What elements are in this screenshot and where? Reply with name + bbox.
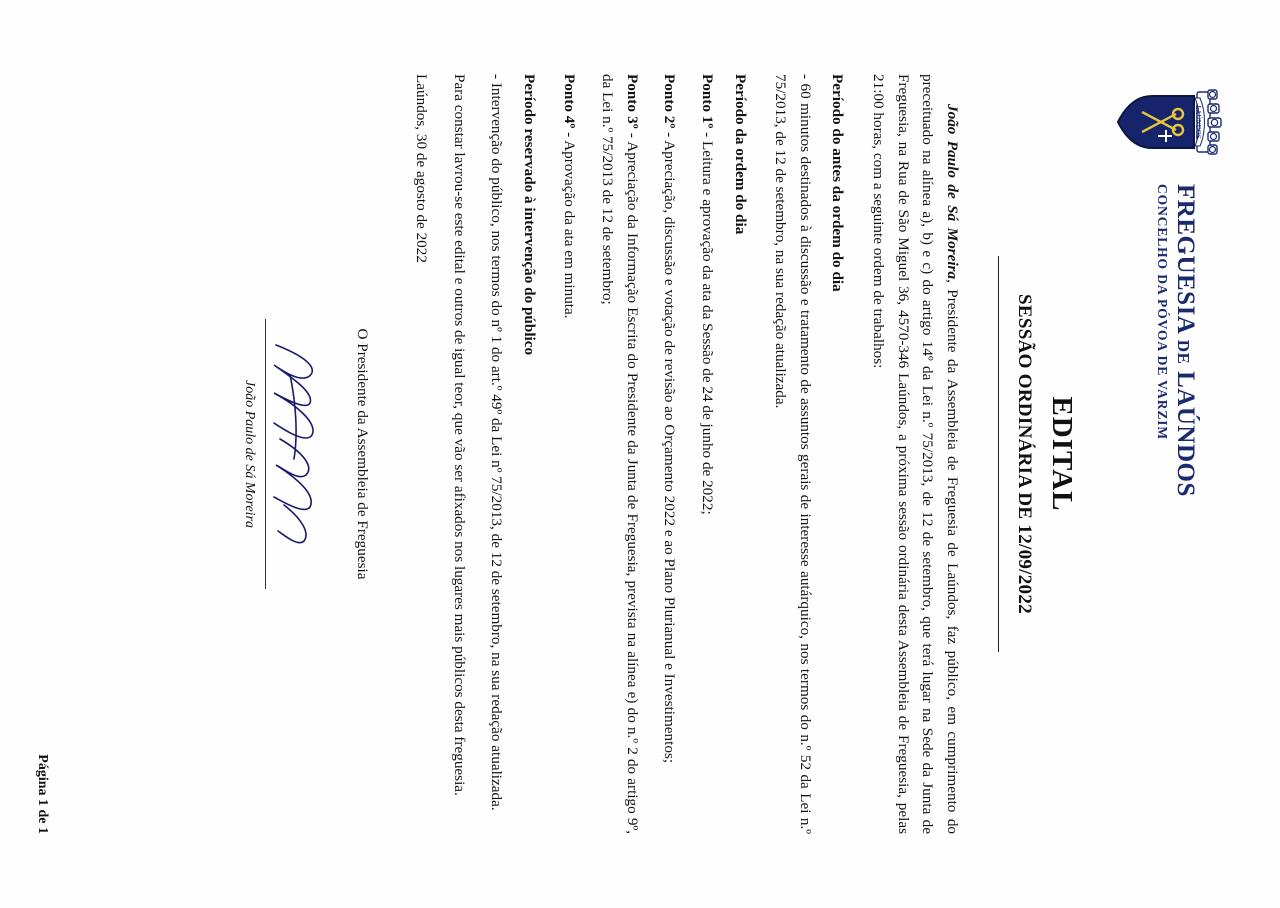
place-and-date: Laúndos, 30 de agosto de 2022 xyxy=(413,74,430,263)
document-body xyxy=(237,74,964,834)
agenda-point-1-text: - Leitura e aprovação da ata da Sessão de 24 de junho de 2022; xyxy=(699,128,716,515)
organization-name xyxy=(1172,184,1198,497)
section-item-public-intervention-1: - Intervenção do público, nos termos do nº 1 do art.º 49º da Lei nº 75/2013, de 12 de setembro, na sua redação atualizada. xyxy=(488,74,506,811)
document-title: EDITAL xyxy=(1046,396,1078,512)
agenda-point-4 xyxy=(557,74,582,834)
title-divider xyxy=(998,256,999,651)
opening-paragraph xyxy=(866,74,965,834)
agenda-point-3 xyxy=(595,74,644,834)
opening-signatory-name: João Paulo de Sá Moreira xyxy=(944,104,961,280)
section-item-before-agenda-1: - 60 minutos destinados à discussão e tratamento de assuntos gerais de interesse autárquico, nos termos do n.º 52 da Lei n.º 75/2013, de 12 de setembro, na sua redação atualizada. xyxy=(772,74,814,834)
coat-of-arms-icon xyxy=(1104,74,1224,170)
agenda-point-2 xyxy=(657,74,682,834)
closing-paragraph: Para constar lavrou-se este edital e outros de igual teor, que vão ser afixados nos lugares mais públicos desta freguesia. xyxy=(450,74,468,796)
org-name-place: LAÚNDOS xyxy=(1172,371,1199,497)
signature-role: O Presidente da Assembleia de Freguesia xyxy=(354,328,372,580)
org-name-de: DE xyxy=(1174,339,1193,365)
agenda-point-4-label: Ponto 4º xyxy=(561,74,579,129)
agenda-point-1-label: Ponto 1º xyxy=(699,74,716,129)
signature-block xyxy=(237,74,374,834)
handwritten-signature-icon xyxy=(266,319,324,589)
organization-subtitle: CONCELHO DA PÓVOA DE VARZIM xyxy=(1154,184,1170,441)
agenda-point-2-text: - Apreciação, discussão e votação de revisão ao Orçamento 2022 e ao Plano Plurianual e Investimentos; xyxy=(661,128,679,764)
agenda-point-3-text: - Apreciação da Informação Escrita do Presidente da Junta de Freguesia, prevista na alínea e) do n.º 2 do artigo 9º, da Lei n.º 75/2013 de 12 de setembro; xyxy=(599,74,641,834)
agenda-point-1 xyxy=(694,74,719,834)
document-header xyxy=(1104,74,1224,834)
document-subtitle: SESSÃO ORDINÁRIA DE 12/09/2022 xyxy=(1014,294,1035,614)
opening-text: , Presidente da Assembleia de Freguesia de Laúndos, faz público, em cumprimento do preceituado na alínea a), b) e c) do artigo 14º da Lei n.º 75/2013, de 12 de setembro, que terá lugar na Sede da Junta de Freguesia, na Rua de São Miguel 36, 4570-346 Laúndos, a próxima sessão ordinária desta Assembleia de Freguesia, pelas 21:00 horas, com a seguinte ordem de trabalhos: xyxy=(870,74,961,835)
agenda-point-4-text: - Aprovação da ata em minuta. xyxy=(561,128,579,319)
organization-block xyxy=(1155,184,1224,497)
org-name-main: FREGUESIA xyxy=(1172,184,1199,333)
section-heading-public-intervention: Período reservado à intervenção do público xyxy=(520,74,538,356)
page-footer: Página 1 de 1 xyxy=(35,754,50,834)
section-heading-agenda: Período da ordem do dia xyxy=(731,74,749,235)
crest-label: LAÚNDOS xyxy=(1194,105,1202,139)
section-heading-before-agenda: Período do antes da ordem do dia xyxy=(829,74,847,292)
agenda-point-2-label: Ponto 2º xyxy=(661,74,679,129)
agenda-point-3-label: Ponto 3º xyxy=(623,74,641,129)
signature-name: João Paulo de Sá Moreira xyxy=(241,379,257,528)
